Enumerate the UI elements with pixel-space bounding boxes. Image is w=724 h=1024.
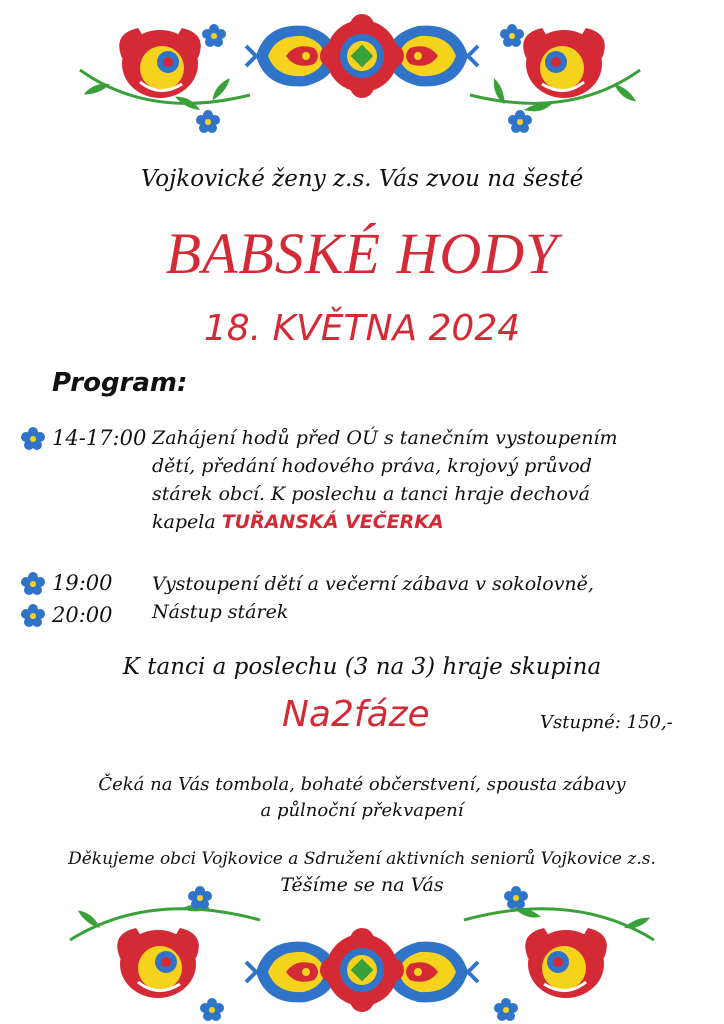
program-desc: Nástup stárek bbox=[152, 601, 289, 623]
entry-fee: Vstupné: 150,- bbox=[540, 712, 673, 733]
extras-text bbox=[0, 772, 724, 824]
band-name: Na2fáze bbox=[282, 694, 430, 735]
program-time: 19:00 bbox=[52, 571, 113, 595]
program-desc bbox=[152, 424, 618, 536]
flower-bullet-icon bbox=[18, 601, 48, 631]
folk-ornament-top bbox=[0, 0, 724, 140]
thanks-line: Děkujeme obci Vojkovice a Sdružení aktivních seniorů Vojkovice z.s. bbox=[68, 849, 656, 869]
program-desc: Vystoupení dětí a večerní zábava v sokolovně, bbox=[152, 573, 594, 595]
program-time: 14-17:00 bbox=[52, 426, 147, 450]
band-highlight: TUŘANSKÁ VEČERKA bbox=[221, 511, 444, 533]
thanks-line: Těšíme se na Vás bbox=[280, 874, 444, 896]
program-desc-line: dětí, předání hodového práva, krojový průvod bbox=[152, 455, 592, 477]
band-line: K tanci a poslechu (3 na 3) hraje skupina bbox=[122, 654, 602, 680]
program-desc-line: stárek obcí. K poslechu a tanci hraje dechová bbox=[152, 483, 590, 505]
event-date: 18. KVĚTNA 2024 bbox=[203, 308, 521, 349]
program-desc-line: Zahájení hodů před OÚ s tanečním vystoupením bbox=[152, 427, 618, 449]
flower-bullet-icon bbox=[18, 424, 48, 454]
folk-ornament-bottom bbox=[0, 880, 724, 1024]
intro-line: Vojkovické ženy z.s. Vás zvou na šesté bbox=[140, 166, 584, 192]
extras-line: a půlnoční překvapení bbox=[260, 800, 464, 821]
event-title: BABSKÉ HODY bbox=[165, 221, 559, 286]
program-time: 20:00 bbox=[52, 603, 113, 627]
program-heading: Program: bbox=[52, 368, 188, 398]
program-desc-prefix: kapela bbox=[152, 511, 216, 533]
extras-line: Čeká na Vás tombola, bohaté občerstvení, spousta zábavy bbox=[98, 774, 626, 795]
flower-bullet-icon bbox=[18, 569, 48, 599]
